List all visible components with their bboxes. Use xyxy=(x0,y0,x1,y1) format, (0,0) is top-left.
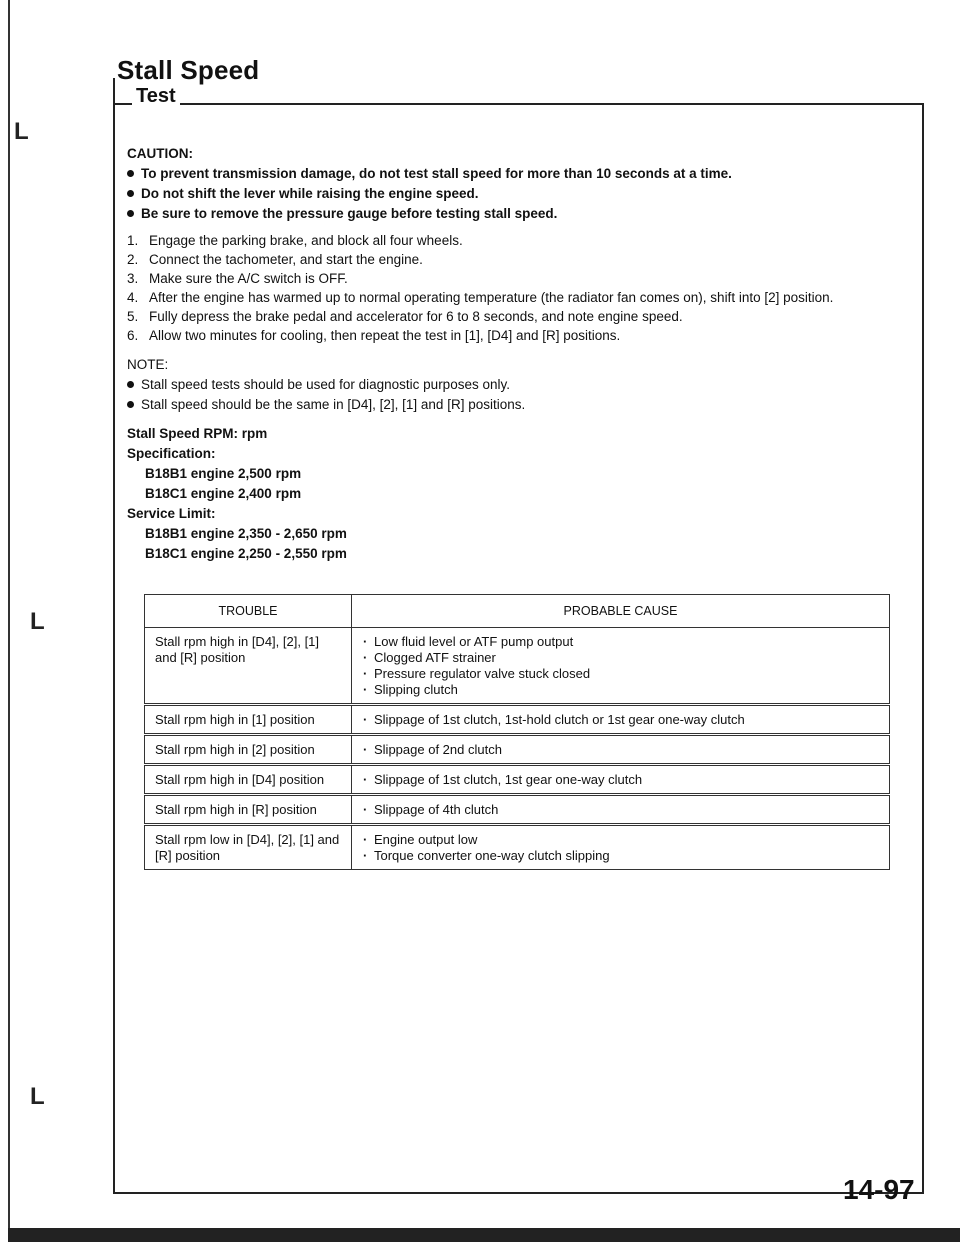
spec-heading: Stall Speed RPM: rpm xyxy=(127,426,268,441)
cause-cell xyxy=(352,628,890,705)
page-title: Stall Speed xyxy=(117,55,260,85)
caution-item: Do not shift the lever while raising the engine speed. xyxy=(127,185,907,202)
test-procedure xyxy=(127,145,907,565)
stall-speed-spec xyxy=(127,425,907,562)
binding-line xyxy=(8,0,10,1242)
frame-corner xyxy=(113,78,115,105)
specification-label: Specification: xyxy=(127,446,216,461)
note-heading: NOTE: xyxy=(127,357,169,372)
spec-value: B18C1 engine 2,400 rpm xyxy=(145,486,302,501)
cause-item: · Clogged ATF strainer xyxy=(362,650,879,666)
note-item: Stall speed should be the same in [D4], [2], [1] and [R] positions. xyxy=(127,396,907,413)
cause-item: · Low fluid level or ATF pump output xyxy=(362,634,879,650)
cause-cell xyxy=(352,735,890,765)
caution-list xyxy=(127,165,907,222)
trouble-cell: Stall rpm high in [2] position xyxy=(145,735,352,765)
step-item: 2. Connect the tachometer, and start the engine. xyxy=(127,252,423,267)
trouble-cell: Stall rpm high in [D4], [2], [1] and [R] position xyxy=(145,628,352,705)
step-item: 4. After the engine has warmed up to normal operating temperature (the radiator fan comes on), shift into [2] position. xyxy=(127,290,834,305)
cause-cell xyxy=(352,765,890,795)
trouble-cell: Stall rpm high in [D4] position xyxy=(145,765,352,795)
bullet-icon xyxy=(127,401,134,408)
cause-item: · Slippage of 1st clutch, 1st-hold clutch or 1st gear one-way clutch xyxy=(362,712,879,728)
section-rule xyxy=(215,103,920,105)
bullet-icon xyxy=(127,381,134,388)
binding-mark-mid: L xyxy=(30,608,45,635)
service-limit-value: B18C1 engine 2,250 - 2,550 rpm xyxy=(145,546,347,561)
bullet-icon xyxy=(127,170,134,177)
trouble-cell: Stall rpm low in [D4], [2], [1] and [R] position xyxy=(145,825,352,870)
trouble-cell: Stall rpm high in [R] position xyxy=(145,795,352,825)
binding-bar xyxy=(8,1228,960,1242)
caution-heading: CAUTION: xyxy=(127,146,193,161)
step-item: 5. Fully depress the brake pedal and accelerator for 6 to 8 seconds, and note engine speed. xyxy=(127,309,683,324)
binding-mark-top: L xyxy=(14,118,29,145)
bullet-icon xyxy=(127,210,134,217)
cause-item: · Slippage of 4th clutch xyxy=(362,802,879,818)
table-row xyxy=(145,735,890,765)
cause-item: · Slippage of 2nd clutch xyxy=(362,742,879,758)
caution-item: To prevent transmission damage, do not test stall speed for more than 10 seconds at a time. xyxy=(127,165,907,182)
note-list xyxy=(127,376,907,413)
cause-cell xyxy=(352,705,890,735)
cause-cell xyxy=(352,795,890,825)
service-limit-label: Service Limit: xyxy=(127,506,216,521)
column-header: TROUBLE xyxy=(145,595,352,628)
cause-cell xyxy=(352,825,890,870)
note-item: Stall speed tests should be used for diagnostic purposes only. xyxy=(127,376,907,393)
table-header-row xyxy=(145,595,890,628)
table-row xyxy=(145,765,890,795)
cause-item: · Engine output low xyxy=(362,832,879,848)
caution-item: Be sure to remove the pressure gauge before testing stall speed. xyxy=(127,205,907,222)
cause-item: · Slippage of 1st clutch, 1st gear one-way clutch xyxy=(362,772,879,788)
spec-value: B18B1 engine 2,500 rpm xyxy=(145,466,302,481)
step-item: 6. Allow two minutes for cooling, then repeat the test in [1], [D4] and [R] positions. xyxy=(127,328,621,343)
procedure-steps xyxy=(127,232,907,344)
section-title: Test xyxy=(132,85,180,108)
cause-item: · Pressure regulator valve stuck closed xyxy=(362,666,879,682)
table-row xyxy=(145,825,890,870)
binding-mark-bottom: L xyxy=(30,1083,45,1110)
bullet-icon xyxy=(127,190,134,197)
cause-item: · Torque converter one-way clutch slipping xyxy=(362,848,879,864)
step-item: 1. Engage the parking brake, and block all four wheels. xyxy=(127,233,463,248)
table-row xyxy=(145,795,890,825)
page-number: 14-97 xyxy=(843,1174,915,1205)
step-item: 3. Make sure the A/C switch is OFF. xyxy=(127,271,348,286)
service-limit-value: B18B1 engine 2,350 - 2,650 rpm xyxy=(145,526,347,541)
trouble-cell: Stall rpm high in [1] position xyxy=(145,705,352,735)
table-row xyxy=(145,628,890,705)
troubleshooting-table xyxy=(144,594,890,870)
column-header: PROBABLE CAUSE xyxy=(352,595,890,628)
table-row xyxy=(145,705,890,735)
cause-item: · Slipping clutch xyxy=(362,682,879,698)
